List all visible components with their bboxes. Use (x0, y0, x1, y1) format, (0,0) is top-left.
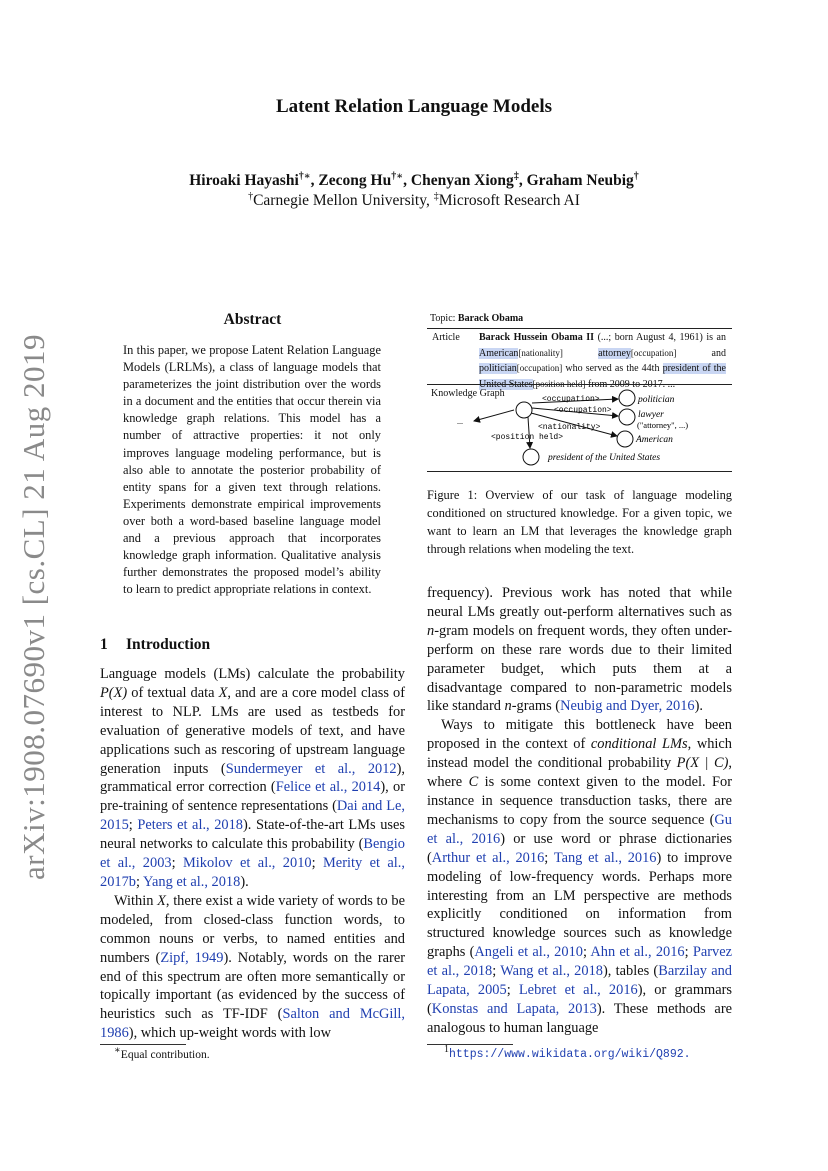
citation-link[interactable]: Mikolov et al., 2010 (183, 855, 312, 872)
footnote-mark: 1 (444, 1044, 449, 1056)
footnote-link[interactable]: https://www.wikidata.org/wiki/Q892. (449, 1048, 691, 1061)
math-expression: X (157, 892, 166, 909)
author-mark: †∗ (391, 170, 404, 182)
caption-text: Overview of our task of language modeling conditioned on structured knowledge. For a given topic, we want to learn an LM that leverages the knowledge graph through relations when modeling the text. (427, 488, 732, 557)
kg-node (619, 409, 635, 425)
math-expression: C (468, 774, 479, 791)
author-name: Zecong Hu (318, 172, 392, 189)
footnote (444, 1044, 691, 1061)
article-name: Barack Hussein Obama II (479, 332, 595, 343)
citation-link[interactable]: Lebret et al., 2016 (518, 982, 638, 999)
affiliations (0, 192, 828, 210)
citation-link[interactable]: Bengio et al., 2003 (100, 836, 405, 872)
caption-label: Figure 1: (427, 488, 478, 502)
article-label: Article (432, 332, 460, 343)
citation-link[interactable]: Yang et al., 2018 (143, 873, 241, 890)
citation-link[interactable]: Neubig and Dyer, 2016 (560, 698, 695, 715)
citation-link[interactable]: Angeli et al., 2010 (474, 944, 583, 961)
math-expression: n (504, 698, 512, 715)
citation-link[interactable]: Parvez et al., 2018 (427, 944, 732, 980)
citation-link[interactable]: Peters et al., 2018 (137, 817, 243, 834)
citation-link[interactable]: Gu et al., 2016 (427, 811, 732, 847)
entity-span: American (479, 347, 519, 359)
section-number: 1 (100, 636, 108, 653)
kg-node (617, 431, 633, 447)
citation-link[interactable]: Tang et al., 2016 (553, 849, 657, 866)
math-expression: P(X) (100, 684, 128, 701)
citation-link[interactable]: Zipf, 1949 (160, 949, 224, 966)
figure-caption (427, 486, 732, 558)
author-name: Graham Neubig (526, 172, 634, 189)
citation-link[interactable]: Arthur et al., 2016 (431, 849, 545, 866)
footnote-rule (427, 1044, 513, 1045)
kg-entity-label: president of the United States (548, 453, 661, 463)
section-heading (100, 636, 210, 654)
author-name: Hiroaki Hayashi (189, 172, 299, 189)
relation-tag: [position held] (532, 379, 586, 390)
math-expression: conditional LMs (590, 736, 688, 753)
abstract-text: In this paper, we propose Latent Relation Language Models (LRLMs), a class of language models that parameterizes the joint distribution over the words in a document and the entities that occur therein via knowledge graph relations. This model has a number of attractive properties: it not only improves language modeling performance, but is also able to annotate the posterior probability of entity spans for a given text through relations. Experiments demonstrate empirical improvements over both a word-based baseline language model and a previous approach that incorporates knowledge graph information. Qualitative analysis further demonstrates the proposed model’s ability to learn to predict appropriate relations in context. (123, 343, 381, 597)
affiliation-name: Carnegie Mellon University, (253, 192, 430, 209)
citation-link[interactable]: Ahn et al., 2016 (590, 944, 685, 961)
citation-link[interactable]: Konstas and Lapata, 2013 (431, 1000, 597, 1017)
footnote-mark: ∗ (114, 1045, 121, 1057)
math-expression: P(X | C) (676, 755, 729, 772)
kg-dots: ... (457, 417, 463, 426)
paragraph: Within X, there exist a wide variety of words to be modeled, from closed-class function words, to common nouns or verbs, to named entities and numbers (Zipf, 1949). Notably, words on the rarer end of this spectrum are often more semantically or topically important (as evidenced by the success of heuristics such as TF-IDF (Salton and McGill, 1986), which up-weight words with low (100, 892, 406, 1042)
author-name: Chenyan Xiong (410, 172, 514, 189)
entity-span: politician (479, 363, 517, 375)
kg-entity-label: politician (638, 395, 675, 405)
kg-entity-label: lawyer (638, 410, 664, 420)
paragraph: Language models (LMs) calculate the probability P(X) of textual data X, and are a core model class of interest to NLP. LMs are used as testbeds for evaluation of generative models of text, and have applications such as rescoring of upstream language generation inputs (Sundermeyer et al., 2012), grammatical error correction (Felice et al., 2014), or pre-training of sentence representations (Dai and Le, 2015; Peters et al., 2018). State-of-the-art LMs uses neural networks to calculate this probability (Bengio et al., 2003; Mikolov et al., 2010; Merity et al., 2017b; Yang et al., 2018). (100, 666, 406, 890)
paragraph: Ways to mitigate this bottleneck have been proposed in the context of conditional LMs, which instead model the conditional probability P(X | C), where C is some context given to the model. For instance in sequence transduction tasks, there are mechanisms to copy from the source sequence (Gu et al., 2016) or use word or phrase dictionaries (Arthur et al., 2016; Tang et al., 2016) to improve modeling of low-frequency words. Perhaps more interesting from an LM perspective are methods explicitly conditioned on information from structured knowledge sources such as knowledge graphs (Angeli et al., 2010; Ahn et al., 2016; Parvez et al., 2018; Wang et al., 2018), tables (Barzilay and Lapata, 2005; Lebret et al., 2016), or grammars (Konstas and Lapata, 2013). These methods are analogous to human language (427, 717, 733, 1036)
affiliation-mark: † (248, 190, 254, 202)
kg-relation-label: <position held> (491, 433, 564, 442)
article-segment: who served as the 44th (562, 363, 663, 375)
math-expression: X (218, 684, 228, 701)
relation-tag: [occupation] (630, 347, 677, 358)
kg-node (619, 390, 635, 406)
paper-title: Latent Relation Language Models (275, 96, 553, 117)
knowledge-graph (427, 313, 732, 473)
entity-span: president of the United States (479, 363, 726, 391)
kg-relation-label: <nationality> (538, 423, 601, 432)
article-segment: and (676, 347, 726, 359)
left-column (100, 665, 405, 1043)
right-column (427, 584, 732, 1038)
kg-entity-label: American (636, 435, 673, 445)
kg-node (523, 449, 539, 465)
section-title: Introduction (126, 636, 211, 653)
citation-link[interactable]: Wang et al., 2018 (500, 963, 603, 980)
kg-relation-label: <occupation> (554, 406, 612, 415)
abstract-heading: Abstract (223, 311, 282, 328)
author-mark: †∗ (298, 170, 311, 182)
arxiv-identifier: arXiv:1908.07690v1 [cs.CL] 21 Aug 2019 (16, 334, 51, 880)
citation-link[interactable]: Merity et al., 2017b (100, 855, 405, 890)
citation-link[interactable]: Salton and McGill, 1986 (100, 1006, 406, 1042)
citation-link[interactable]: Felice et al., 2014 (275, 779, 381, 796)
entity-span: attorney (598, 347, 631, 359)
kg-entity-label: ("attorney", ...) (637, 420, 689, 430)
affiliation-mark: ‡ (433, 190, 439, 202)
footnote-text: Equal contribution. (120, 1049, 210, 1061)
article-segment: (...; born August 4, 1961) is an (594, 332, 726, 343)
citation-link[interactable]: Dai and Le, 2015 (100, 798, 406, 834)
article-segment: from 2009 to 2017. ... (585, 379, 676, 391)
topic-value: Barack Obama (457, 313, 524, 324)
kg-relation-label: <occupation> (542, 395, 600, 404)
citation-link[interactable]: Sundermeyer et al., 2012 (225, 760, 397, 777)
kg-edge (474, 410, 514, 421)
topic-label: Topic: (430, 313, 456, 324)
kg-label: Knowledge Graph (431, 388, 505, 399)
affiliation-name: Microsoft Research AI (438, 192, 580, 209)
footnote (114, 1045, 210, 1061)
figure-1 (427, 313, 732, 473)
relation-tag: [occupation] (516, 363, 563, 374)
kg-node (516, 402, 532, 418)
footnote-rule (100, 1044, 186, 1045)
author-mark: ‡ (513, 170, 519, 182)
author-mark: † (633, 170, 639, 182)
math-expression: n (427, 622, 435, 639)
relation-tag: [nationality] (518, 347, 563, 358)
citation-link[interactable]: Barzilay and Lapata, 2005 (427, 963, 732, 999)
author-list: Hiroaki Hayashi†∗, Zecong Hu†∗, Chenyan Xiong‡, Graham Neubig† (189, 170, 639, 189)
figure-rule (427, 471, 732, 472)
paragraph: frequency). Previous work has noted that while neural LMs greatly out-perform alternatives such as n-gram models on frequent words, they often under-perform on these rare words due to their limited parameter budget, which puts them at a disadvantage compared to non-parametric models like standard n-grams (Neubig and Dyer, 2016). (427, 585, 732, 715)
